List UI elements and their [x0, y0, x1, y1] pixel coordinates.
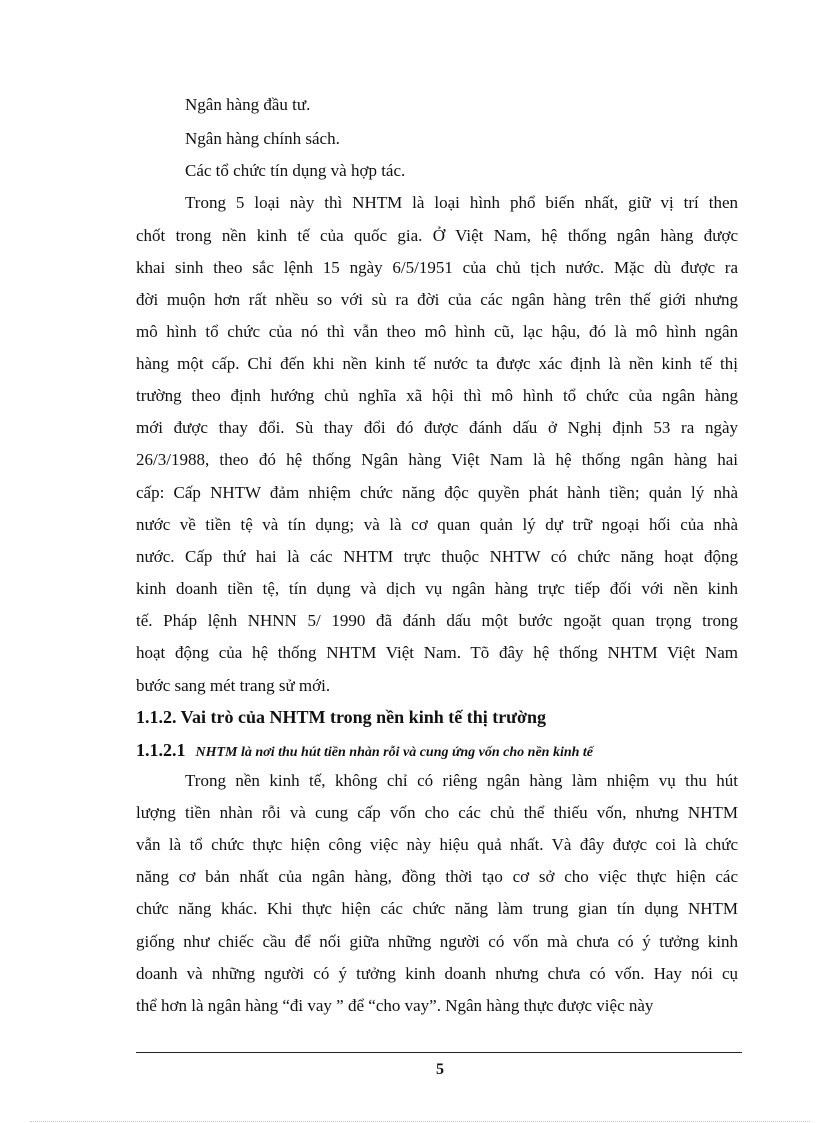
paragraph-line: trường theo định hướng chủ nghĩa xã hội thì mô hình tổ chức của ngân hàng — [136, 386, 738, 405]
footer-rule — [136, 1052, 742, 1053]
paragraph-line: tế. Pháp lệnh NHNN 5/ 1990 đã đánh dấu một bước ngoặt quan trọng trong — [136, 611, 738, 630]
paragraph-line: chức năng khác. Khi thực hiện các chức năng làm trung gian tín dụng NHTM — [136, 899, 738, 918]
paragraph-line: mô hình tổ chức của nó thì vẫn theo mô hình cũ, lạc hậu, đó là mô hình ngân — [136, 322, 738, 341]
page-edge-divider — [30, 1121, 810, 1122]
paragraph-line: nước về tiền tệ và tín dụng; và là cơ quan quản lý dự trữ ngoại hối của nhà — [136, 515, 738, 534]
paragraph-line: nước. Cấp thứ hai là các NHTM trực thuộc NHTW có chức năng hoạt động — [136, 547, 738, 566]
paragraph-line: doanh và những người có ý tưởng kinh doanh nhưng chưa có vốn. Hay nói cụ — [136, 964, 738, 983]
paragraph-line: hoạt động của hệ thống NHTM Việt Nam. Tõ đây hệ thống NHTM Việt Nam — [136, 643, 738, 662]
paragraph-line: Các tổ chức tín dụng và hợp tác. — [185, 161, 406, 180]
subsection-heading — [136, 740, 593, 763]
paragraph-line: chốt trong nền kinh tế của quốc gia. Ở Việt Nam, hệ thống ngân hàng được — [136, 226, 738, 245]
paragraph-line: Ngân hàng chính sách. — [185, 129, 340, 148]
subsection-title: NHTM là nơi thu hút tiền nhàn rỗi và cung ứng vốn cho nền kinh tế — [195, 745, 594, 760]
paragraph-line: giống như chiếc cầu để nối giữa những người có vốn mà chưa có ý tưởng kinh — [136, 932, 738, 951]
subsection-number: 1.1.2.1 — [136, 740, 186, 760]
paragraph-line: thể hơn là ngân hàng “đi vay ” để “cho vay”. Ngân hàng thực được việc này — [136, 996, 654, 1015]
section-heading: 1.1.2. Vai trò của NHTM trong nền kinh tế thị trường — [136, 707, 546, 727]
paragraph-line: mới được thay đổi. Sù thay đổi đó được đánh dấu ở Nghị định 53 ra ngày — [136, 418, 738, 437]
paragraph-line: 26/3/1988, theo đó hệ thống Ngân hàng Việt Nam là hệ thống ngân hàng hai — [136, 450, 738, 469]
page-number: 5 — [436, 1061, 444, 1078]
paragraph-line: lượng tiền nhàn rỗi và cung cấp vốn cho các chủ thể thiếu vốn, nhưng NHTM — [136, 803, 738, 822]
paragraph-line: Trong 5 loại này thì NHTM là loại hình phổ biến nhất, giữ vị trí then — [185, 193, 738, 212]
paragraph-line: vẫn là tổ chức thực hiện công việc này hiệu quả nhất. Và đây được coi là chức — [136, 835, 738, 854]
paragraph-line: khai sinh theo sắc lệnh 15 ngày 6/5/1951 của chủ tịch nước. Mặc dù được ra — [136, 258, 738, 277]
paragraph-line: kinh doanh tiền tệ, tín dụng và dịch vụ ngân hàng trực tiếp đối với nền kinh — [136, 579, 738, 598]
paragraph-line: năng cơ bản nhất của ngân hàng, đồng thời tạo cơ sở cho việc thực hiện các — [136, 867, 738, 886]
paragraph-line: hàng một cấp. Chỉ đến khi nền kinh tế nước ta được xác định là nền kinh tế thị — [136, 354, 738, 373]
paragraph-line: bước sang mét trang sử mới. — [136, 676, 331, 695]
paragraph-line: Trong nền kinh tế, không chỉ có riêng ngân hàng làm nhiệm vụ thu hút — [185, 771, 738, 790]
paragraph-line: đời muộn hơn rất nhều so với sù ra đời của các ngân hàng trên thế giới nhưng — [136, 290, 738, 309]
paragraph-line: cấp: Cấp NHTW đảm nhiệm chức năng độc quyền phát hành tiền; quản lý nhà — [136, 483, 738, 502]
paragraph-line: Ngân hàng đầu tư. — [185, 95, 311, 114]
